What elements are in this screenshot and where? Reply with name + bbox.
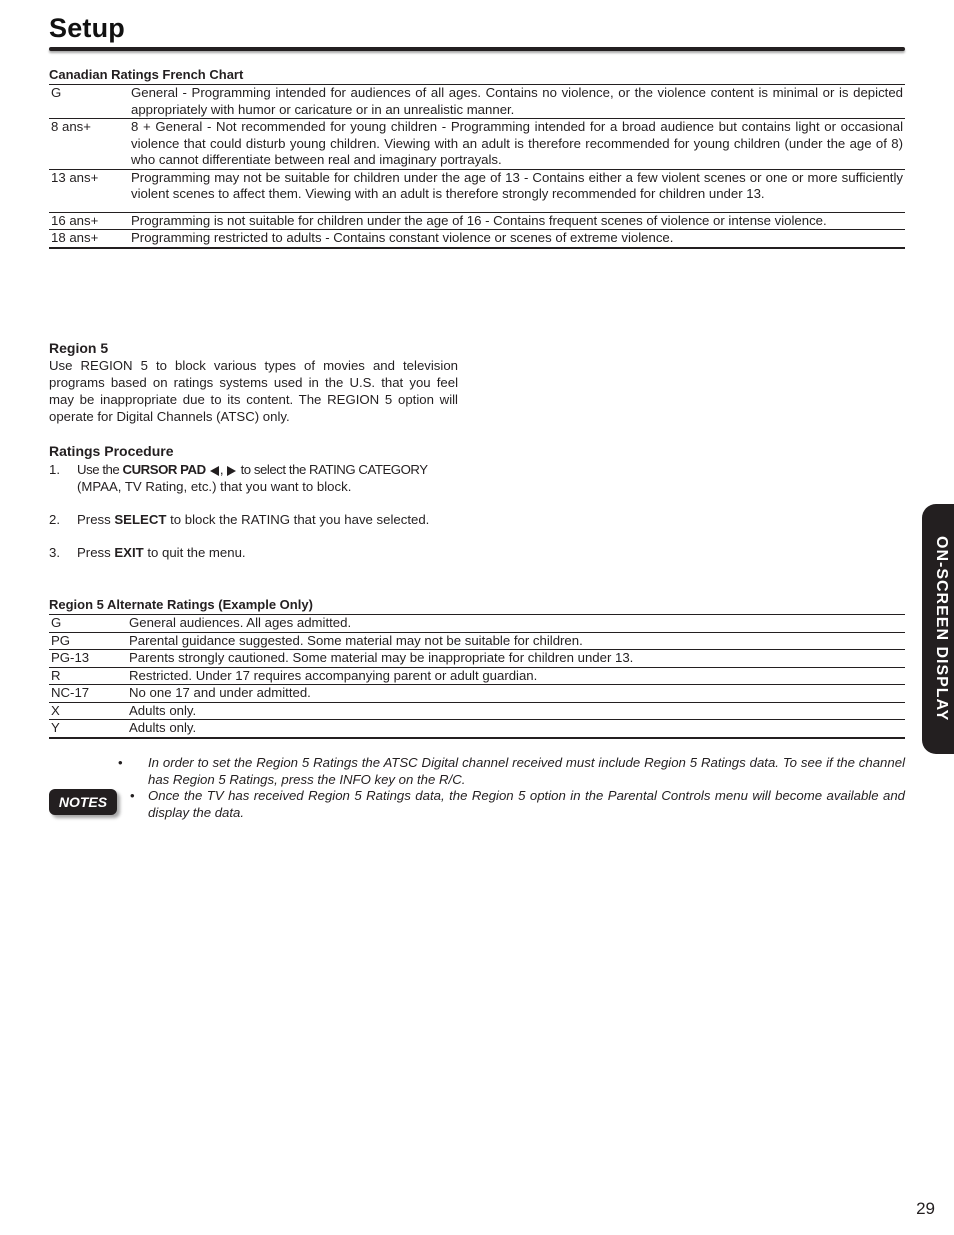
rating-description: No one 17 and under admitted. [129,685,311,700]
rating-description: Restricted. Under 17 requires accompanying parent or adult guardian. [129,667,538,683]
rating-description: Adults only. [129,720,197,735]
step-text: Use the [77,462,123,477]
rating-description: 8 + General - Not recommended for young children - Programming intended for a broad audience but contains light or occasional violence that could disturb young children. Viewing with an adult is therefore recommended for young children (under the age of 8) who cannot differentiate between real and imaginary portrayals. [131,119,903,167]
step-number: 3. [49,545,60,560]
procedure-steps [49,461,469,577]
table-row [49,685,905,703]
region5-alt-chart-title: Region 5 Alternate Ratings (Example Only) [49,597,313,612]
step-text: to block the RATING that you have selected. [166,512,430,527]
procedure-step-2 [49,511,469,528]
rating-description: Programming is not suitable for children under the age of 16 - Contains frequent scenes of violence or intense violence. [131,212,827,228]
rating-description: General - Programming intended for audiences of all ages. Contains no violence, or the violence content is minimal or is depicted appropriately with humor or caricature or in an unrealistic manner. [131,85,903,117]
table-row [49,615,905,633]
rating-description: Programming may not be suitable for children under the age of 13 - Contains either a few violent scenes or one or more sufficiently violent scenes to affect them. Viewing with an adult is therefore strongly recommended for children under 13. [131,169,903,201]
canadian-french-chart-title: Canadian Ratings French Chart [49,67,244,82]
table-row [49,85,905,119]
table-row [49,169,905,212]
notes-list [118,755,905,821]
bullet-icon: • [118,755,123,770]
step-number: 2. [49,512,60,527]
step-text-line2: (MPAA, TV Rating, etc.) that you want to block. [77,479,352,494]
rating-description: Parental guidance suggested. Some material may not be suitable for children. [129,632,583,648]
note-text: Once the TV has received Region 5 Ratings data, the Region 5 option in the Parental Controls menu will become available and display the data. [148,788,905,820]
procedure-heading: Ratings Procedure [49,443,174,459]
step-text: Press [77,545,115,560]
bullet-icon: • [130,788,135,803]
note-text: In order to set the Region 5 Ratings the ATSC Digital channel received must include Region 5 Ratings data. To see if the channel has Region 5 Ratings, press the INFO key on the R/C. [148,755,905,787]
rating-description: Parents strongly cautioned. Some material may be inappropriate for children under 13. [129,650,634,665]
step-text: to select the RATING CATEGORY [237,462,428,477]
page-title: Setup [49,13,126,43]
step-separator: , [219,462,224,477]
rating-code: PG [51,632,71,648]
region5-section [49,340,458,425]
rating-code: 18 ans+ [51,230,99,245]
right-arrow-icon [227,466,236,476]
table-row [49,119,905,170]
table-row [49,667,905,685]
table-row [49,632,905,650]
select-key: SELECT [114,512,167,527]
rating-code: G [51,85,62,100]
side-tab-label: ON-SCREEN DISPLAY [933,536,950,722]
rating-description: Programming restricted to adults - Contains constant violence or scenes of extreme violence. [131,230,674,245]
region5-heading: Region 5 [49,340,109,356]
procedure-step-1 [49,461,469,495]
region5-alt-ratings-table [49,614,905,739]
rating-code: R [51,667,61,683]
page-number: 29 [916,1199,935,1218]
step-text: Press [77,512,115,527]
procedure-step-3 [49,544,469,561]
rating-code: 16 ans+ [51,212,99,228]
note-item [118,788,905,821]
table-row [49,212,905,230]
rating-description: Adults only. [129,702,197,718]
rating-code: G [51,615,62,630]
rating-code: 13 ans+ [51,169,99,185]
canadian-french-ratings-table [49,84,905,249]
left-arrow-icon [210,466,219,476]
step-text: to quit the menu. [143,545,246,560]
step-number: 1. [49,462,60,477]
table-row [49,650,905,668]
rating-code: PG-13 [51,650,90,665]
region5-paragraph: Use REGION 5 to block various types of movies and television programs based on ratings systems used in the U.S. that you feel may be inappropriate due to its content. The REGION 5 option will operate for Digital Channels (ATSC) only. [49,358,458,424]
rating-code: NC-17 [51,685,90,700]
table-row [49,230,905,248]
rating-description: General audiences. All ages admitted. [129,615,352,630]
procedure-heading-block [49,443,458,460]
exit-key: EXIT [114,545,144,560]
notes-badge: NOTES [49,789,117,815]
rating-code: Y [51,720,60,735]
rating-code: X [51,702,60,718]
cursor-pad-key: CURSOR PAD [122,462,206,477]
table-row [49,720,905,738]
title-rule [49,47,905,51]
note-item [118,755,905,788]
table-row [49,702,905,720]
rating-code: 8 ans+ [51,119,91,134]
